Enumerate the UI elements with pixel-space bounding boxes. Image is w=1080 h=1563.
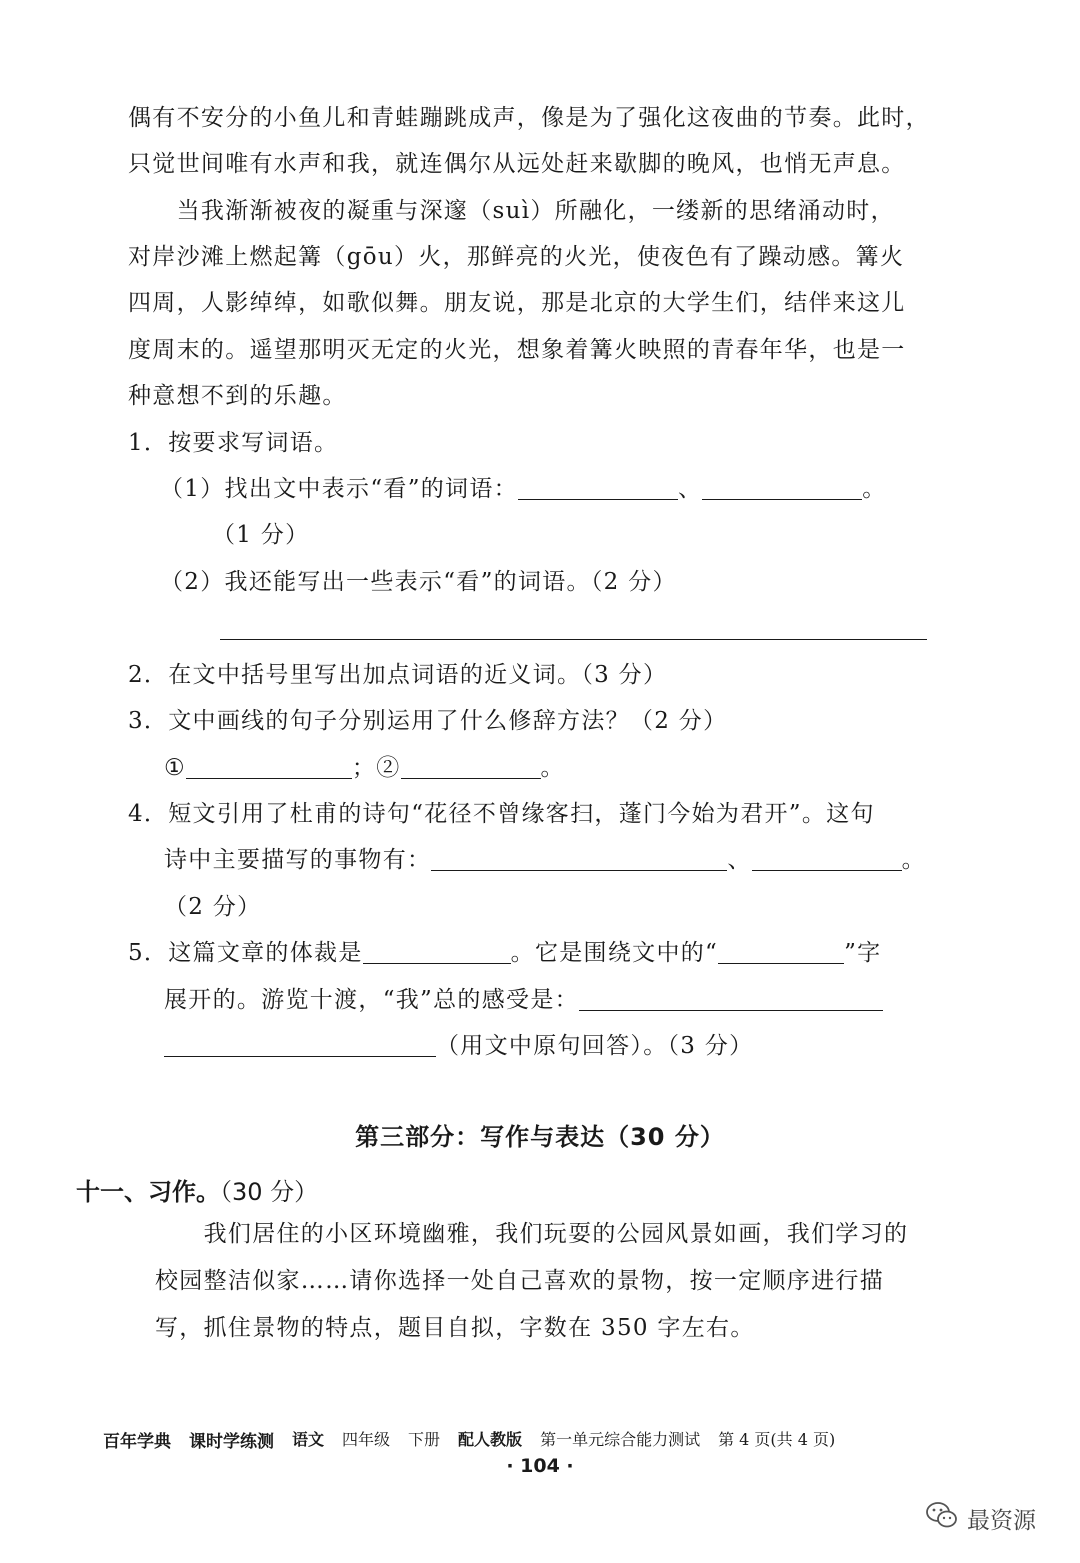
composition-line-3: 写，抓住景物的特点，题目自拟，字数在 350 字左右。 [155,1315,755,1341]
q4-sep: 、 [727,847,752,873]
q1-answer-line[interactable] [220,639,927,640]
footer-grade: 四年级 [342,1430,391,1449]
q5-line-3 [164,1031,934,1061]
footer-volume: 下册 [408,1430,441,1449]
q3-stem: 3．文中画线的句子分别运用了什么修辞方法？（2 分） [128,708,728,734]
footer-series: 课时学练测 [189,1432,274,1452]
passage-line-4: 对岸沙滩上燃起篝（gōu）火，那鲜亮的火光，使夜色有了躁动感。篝火 [128,244,905,270]
footer-page: 第 4 页(共 4 页) [718,1430,836,1449]
q1-part1-end: 。 [862,476,887,502]
q3-mark-2: ② [376,755,401,781]
passage-line-3: 当我渐渐被夜的凝重与深邃（suì）所融化，一缕新的思绪涌动时， [128,198,895,224]
q1-answer-blank-1[interactable] [518,475,678,500]
watermark [925,1500,1036,1536]
q5-answer-blank-feeling-2[interactable] [164,1032,436,1057]
q2-stem: 2．在文中括号里写出加点词语的近义词。（3 分） [128,662,668,688]
q1-part1 [160,474,930,504]
q5-line-2-text: 展开的。游览十渡，“我”总的感受是： [164,987,579,1013]
passage-line-5: 四周，人影绰绰，如歌似舞。朋友说，那是北京的大学生们，结伴来这儿 [128,290,906,316]
composition-line-2: 校园整洁似家……请你选择一处自己喜欢的景物，按一定顺序进行描 [155,1268,884,1294]
q5-line-1-c: ”字 [844,940,882,966]
q3-answers [164,753,964,783]
section-title: 第三部分：写作与表达（30 分） [355,1123,725,1151]
q4-answer-blank-2[interactable] [752,846,902,871]
q5-answer-blank-feeling-1[interactable] [579,986,883,1011]
q3-end: 。 [540,755,565,781]
q1-part1-text: （1）找出文中表示“看”的词语： [160,476,518,502]
q3-sep: ； [351,755,377,781]
q1-part1-sep: 、 [677,476,703,502]
q4-line-2 [164,845,934,875]
passage-line-2: 只觉世间唯有水声和我，就连偶尔从远处赶来歇脚的晚风，也悄无声息。 [128,151,906,177]
watermark-text: 最资源 [967,1507,1036,1534]
q4-line-2-text: 诗中主要描写的事物有： [164,847,432,873]
composition-heading [76,1172,318,1207]
passage-line-6: 度周末的。遥望那明灭无定的火光，想象着篝火映照的青春年华，也是一 [128,337,906,363]
q3-answer-blank-2[interactable] [401,754,541,779]
footer-subject: 语文 [292,1430,325,1449]
q1-part2: （2）我还能写出一些表示“看”的词语。（2 分） [160,569,677,595]
q5-line-1 [128,938,928,968]
footer-brand: 百年学典 [103,1432,171,1452]
q5-line-3-text: （用文中原句回答）。（3 分） [436,1033,754,1059]
footer [103,1427,983,1452]
page-number: · 104 · [506,1455,574,1477]
q5-line-1-b: 。它是围绕文中的“ [510,940,719,966]
q5-answer-blank-genre[interactable] [363,939,511,964]
q4-score: （2 分） [164,894,262,920]
q4-line-1: 4．短文引用了杜甫的诗句“花径不曾缘客扫，蓬门今始为君开”。这句 [128,801,875,827]
composition-line-1: 我们居住的小区环境幽雅，我们玩耍的公园风景如画，我们学习的 [155,1221,909,1247]
q5-line-2 [164,985,934,1015]
passage-line-7: 种意想不到的乐趣。 [128,383,347,409]
q4-end: 。 [901,847,926,873]
wechat-icon [925,1500,959,1536]
passage-line-1: 偶有不安分的小鱼儿和青蛙蹦跳成声，像是为了强化这夜曲的节奏。此时， [128,105,930,131]
q1-part1-score: （1 分） [212,522,310,548]
footer-edition: 配人教版 [458,1430,523,1449]
q5-answer-blank-word[interactable] [718,939,844,964]
q3-mark-1: ① [164,755,186,781]
q1-stem: 1．按要求写词语。 [128,430,339,456]
composition-score: （30 分） [220,1178,319,1206]
q5-line-1-a: 5．这篇文章的体裁是 [128,940,363,966]
q1-answer-blank-2[interactable] [702,475,862,500]
q3-answer-blank-1[interactable] [186,754,352,779]
composition-heading-label: 十一、习作。 [76,1178,220,1206]
footer-test: 第一单元综合能力测试 [540,1430,701,1449]
q4-answer-blank-1[interactable] [431,846,727,871]
